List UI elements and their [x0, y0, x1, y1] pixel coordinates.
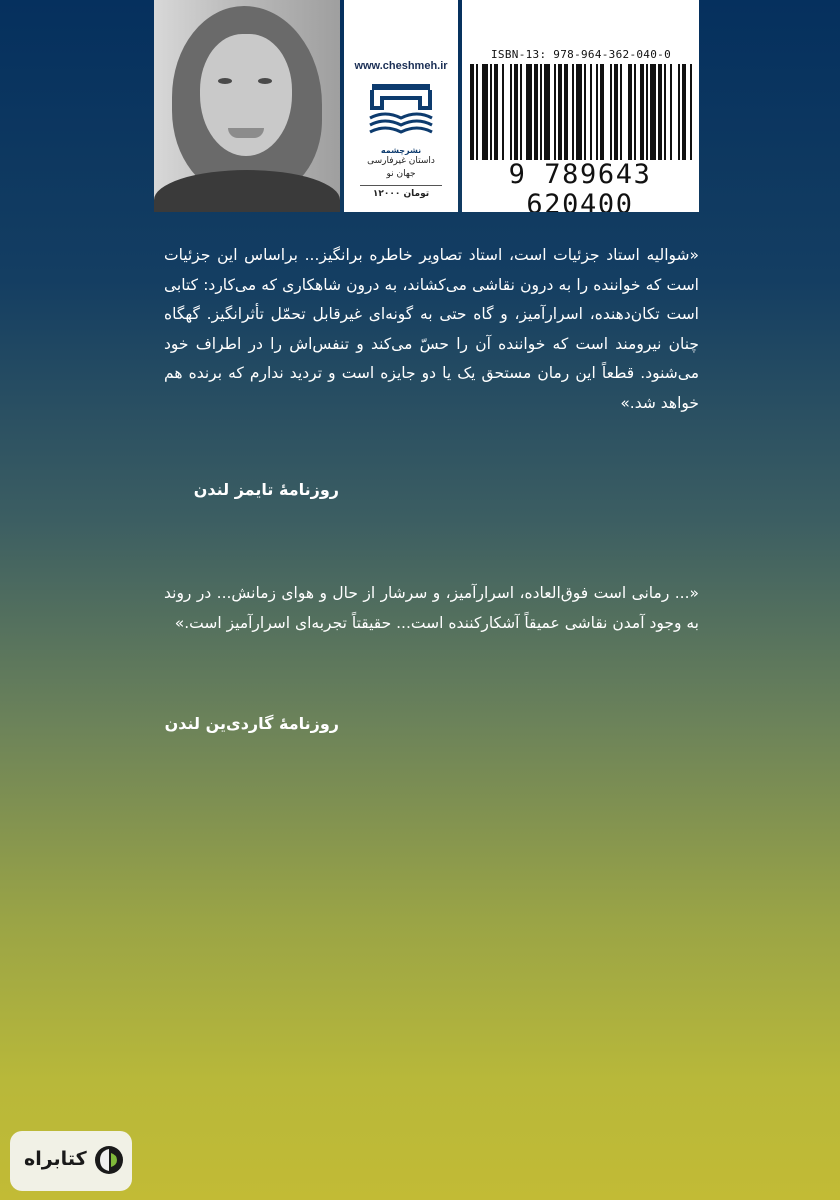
- author-photo: [154, 0, 340, 212]
- review-quote-2: «... رمانی است فوق‌العاده، اسرارآمیز، و سرشار از حال و هوای زمانش... در روند به وجود آمدن نقاشی عمیقاً آشکارکننده است... حقیقتاً تجربه‌ای اسرارآمیز است.»: [164, 584, 699, 632]
- barcode-icon: [470, 64, 694, 172]
- barcode-panel: [462, 0, 699, 212]
- divider: [360, 185, 442, 186]
- isbn-label: ISBN-13: 978-964-362-040-0: [491, 48, 671, 61]
- ketabrah-badge[interactable]: [10, 1131, 132, 1191]
- publisher-panel: [344, 0, 458, 212]
- series-name: داستان غیرفارسی: [367, 156, 435, 166]
- barcode-digits: 9 789643 620400: [508, 159, 652, 212]
- review-source-2: روزنامهٔ گاردی‌ین لندن: [164, 714, 339, 733]
- publisher-imprint: نشرچشمه: [380, 146, 422, 155]
- review-source-1: روزنامهٔ تایمز لندن: [193, 480, 339, 499]
- review-quote-1: «شوالیه استاد جزئیات است، استاد تصاویر خاطره برانگیز... براساس این جزئیات است که خواننده را به درون نقاشی می‌کشاند، به درون شاهکاری که می‌کارد: کتابی است تکان‌دهنده، اسرارآمیز، و گاه حتی به گونه‌ای غیرقابل تحمّل تأثرانگیز. گهگاه چنان نیرومند است که خواننده آن را حسّ می‌کند و تنفس‌اش را در اطراف خود می‌شنود. قطعاً این رمان مستحق یک یا دو جایزه است و تردید ندارم که برنده هم خواهد شد.»: [164, 246, 699, 412]
- price: ۱۲۰۰۰ تومان: [372, 189, 430, 199]
- publisher-logo-icon: [366, 80, 436, 140]
- ketabrah-logo-icon: [94, 1145, 124, 1175]
- series-subname: جهان نو: [386, 169, 416, 179]
- publisher-url: www.cheshmeh.ir: [354, 60, 448, 72]
- ketabrah-label: کتابراه: [24, 1148, 87, 1170]
